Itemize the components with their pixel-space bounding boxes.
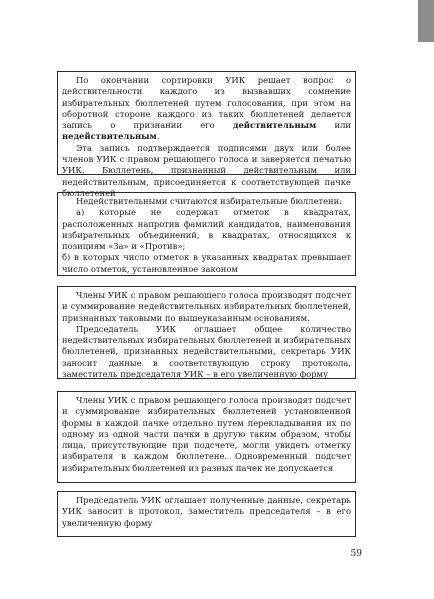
paragraph: Председатель УИК оглашает общее количество недействительных избирательных бюллетеней и избирательных бюллетеней, признанных недействительными, секретарь УИК заносит данные в соответствующую строку протокола, заместитель председателя УИК – в его увеличенную форму [62, 323, 351, 380]
text-box-ballot-validity [57, 71, 356, 198]
paragraph [62, 75, 351, 143]
paragraph: Члены УИК с правом решающего голоса производят подсчет и суммирование избирательных бюллетеней установленной формы в каждой пачке отдельно путем перекладывания их по одному из одной части пачки в другую таким образом, чтобы лица, присутствующие при подсчете, могли увидеть отметку избирателя в каждом бюллетене. Одновременный подсчет избирательных бюллетеней из разных пачек не допускается [62, 395, 351, 473]
paragraph-text: По окончании сортировки УИК решает вопрос о действительности каждого из вызвавших сомнение избирательных бюллетеней путем голосования, при этом на оборотной стороне каждого из таких бюллетеней делается запись о признании его [62, 75, 351, 131]
text-box-announcement [57, 491, 356, 537]
text-box-invalid-ballots [57, 192, 356, 276]
paragraph-text: . [156, 131, 160, 142]
paragraph: Эта запись подтверждается подписями двух или более членов УИК с правом решающего голоса и заверяется печатью УИК. Бюллетень, признанный действительным или недействительным, присоединяется к соответствующей пачке бюллетеней [62, 142, 351, 198]
text-box-valid-count [57, 391, 356, 483]
bold-term-valid: действительным [232, 120, 317, 131]
page-number: 59 [350, 549, 362, 559]
paragraph: Члены УИК с правом решающего голоса производят подсчет и суммирование недействительных избирательных бюллетеней, признанных таковыми по вышеуказанным основаниям. [62, 290, 351, 323]
paragraph: а) которые не содержат отметок в квадратах, расположенных напротив фамилий кандидатов, наименования избирательных объединений, в квадратах, относящихся к позициям «За» и «Против»; [62, 207, 351, 252]
paragraph: Председатель УИК оглашает полученные данные, секретарь УИК заносит в протокол, заместитель председателя – в его увеличенную форму [62, 495, 351, 528]
text-box-invalid-count [57, 286, 356, 379]
page-edge-tab [418, 0, 434, 42]
paragraph: б) в которых число отметок в указанных квадратах превышает число отметок, установленное законом [62, 252, 351, 274]
paragraph: Недействительными считаются избирательные бюллетени: [76, 196, 343, 206]
bold-term-invalid: недействительным [62, 131, 157, 142]
paragraph-text: или [316, 120, 351, 131]
